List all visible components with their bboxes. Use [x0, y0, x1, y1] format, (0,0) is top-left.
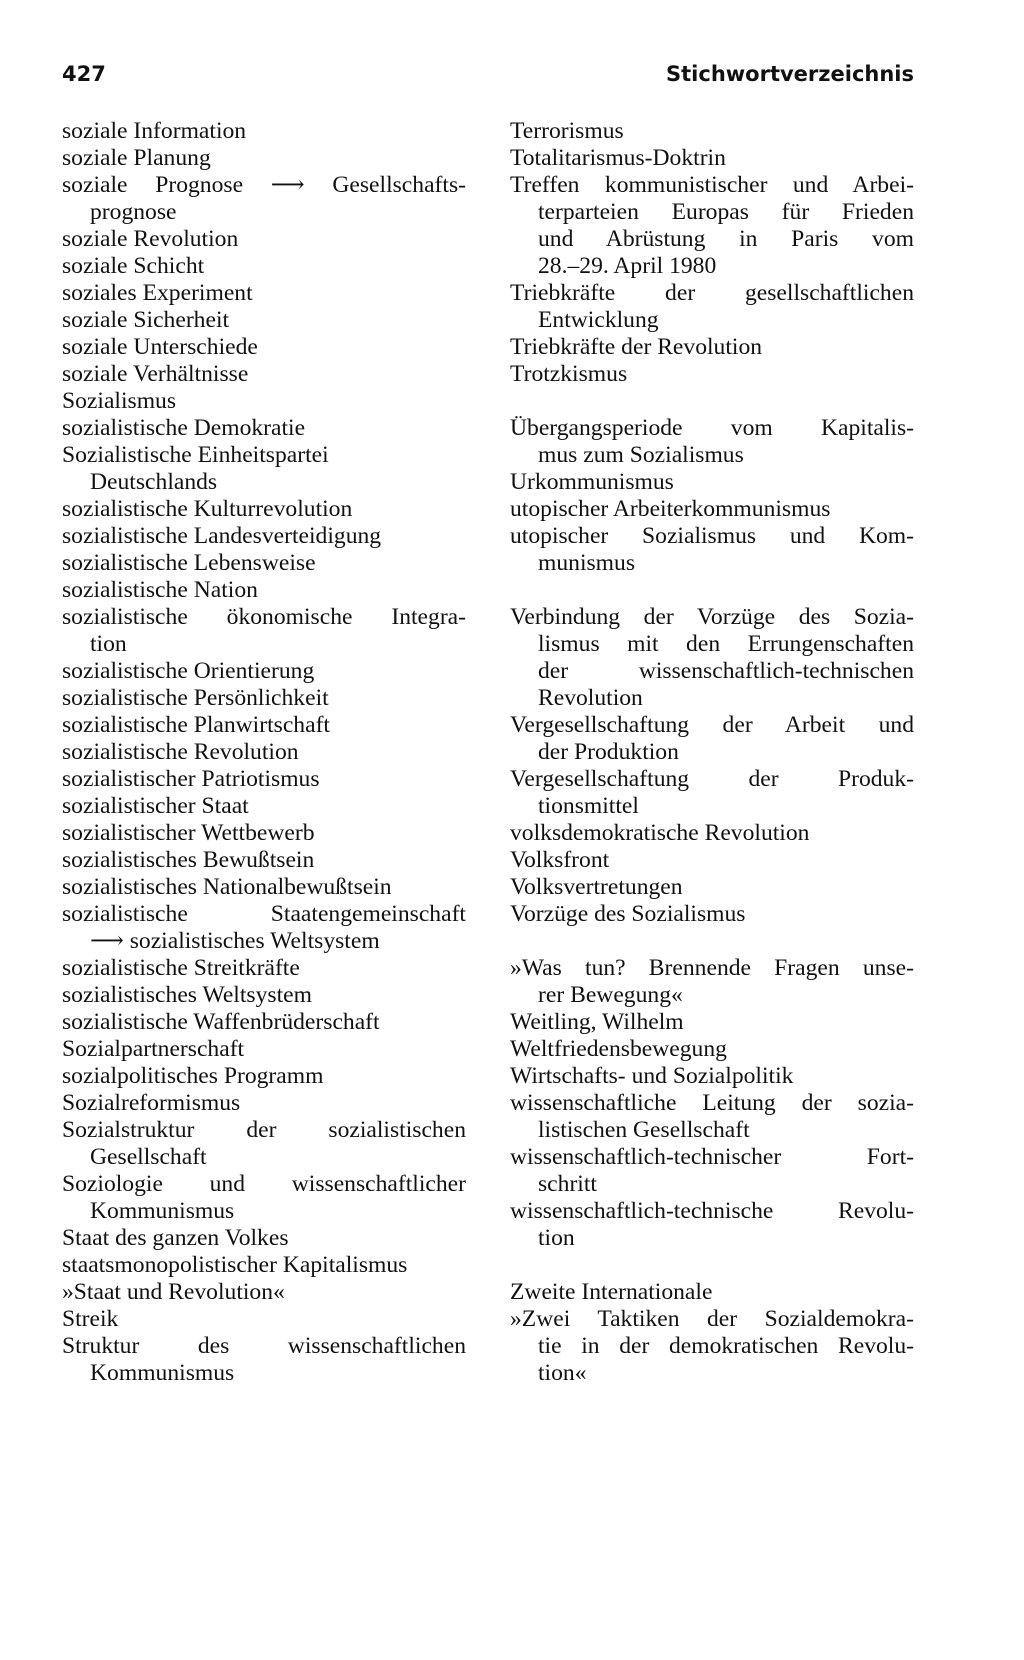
index-entry-text: sozialistischer Staat	[62, 793, 249, 819]
index-entry	[510, 604, 914, 712]
index-entry	[62, 388, 466, 415]
index-entry	[62, 1171, 466, 1225]
index-entry-continuation: mus zum Sozialismus	[538, 442, 744, 468]
index-entry-text: utopischer Sozialismus und Kom-	[510, 523, 914, 549]
index-entry-text: Trotzkismus	[510, 361, 628, 387]
index-entry	[510, 1144, 914, 1198]
index-entry	[62, 361, 466, 388]
index-entry	[510, 1279, 914, 1306]
index-entry-text: Verbindung der Vorzüge des Sozia-	[510, 604, 914, 630]
index-entry-continuation: der Produktion	[538, 739, 679, 765]
index-entry-text: utopischer Arbeiterkommunismus	[510, 496, 831, 522]
index-entry-text: soziale Revolution	[62, 226, 239, 252]
index-entry-text: soziale Planung	[62, 145, 211, 171]
index-entry-text: soziale Sicherheit	[62, 307, 230, 333]
index-entry-text: Soziologie und wissenschaftlicher	[62, 1171, 466, 1197]
index-entry	[510, 712, 914, 766]
letter-group-gap	[510, 577, 914, 604]
index-entry-continuation: 28.–29. April 1980	[538, 253, 717, 279]
index-entry-text: sozialistische Persönlichkeit	[62, 685, 329, 711]
index-entry	[62, 172, 466, 226]
index-entry	[62, 577, 466, 604]
index-entry-text: Sozialistische Einheitspartei	[62, 442, 329, 468]
page-header	[62, 62, 914, 98]
index-entry	[62, 307, 466, 334]
index-entry-continuation: rer Bewegung«	[538, 982, 683, 1008]
index-entry	[62, 1225, 466, 1252]
index-entry-text: Sozialpartnerschaft	[62, 1036, 245, 1062]
index-entry-text: Urkommunismus	[510, 469, 674, 495]
index-entry-text: sozialistisches Weltsystem	[62, 982, 312, 1008]
index-entry-continuation: lismus mit den Errungenschaften	[538, 631, 914, 657]
index-entry-text: sozialpolitisches Programm	[62, 1063, 324, 1089]
index-entry	[62, 496, 466, 523]
index-entry-continuation: Gesellschaft	[90, 1144, 207, 1170]
index-entry-continuation: schritt	[538, 1171, 597, 1197]
index-entry	[62, 739, 466, 766]
index-entry	[62, 280, 466, 307]
index-entry	[510, 280, 914, 334]
index-entry-continuation: Entwicklung	[538, 307, 659, 333]
index-entry-continuation: Kommunismus	[90, 1198, 235, 1224]
index-entry-text: sozialistische Orientierung	[62, 658, 315, 684]
letter-group-gap	[510, 928, 914, 955]
index-entry	[62, 253, 466, 280]
index-entry-text: sozialistischer Wettbewerb	[62, 820, 315, 846]
index-entry	[62, 145, 466, 172]
index-entry	[510, 118, 914, 145]
index-entry	[62, 523, 466, 550]
index-entry	[510, 361, 914, 388]
index-entry-text: Sozialreformismus	[62, 1090, 241, 1116]
index-entry	[62, 334, 466, 361]
index-entry	[62, 901, 466, 955]
index-entry-text: sozialistisches Nationalbewußtsein	[62, 874, 392, 900]
index-entry-text: Übergangsperiode vom Kapitalis-	[510, 415, 914, 441]
index-entry	[62, 820, 466, 847]
index-entry	[62, 1279, 466, 1306]
index-entry-text: staatsmonopolistischer Kapitalismus	[62, 1252, 408, 1278]
index-column-left	[62, 118, 466, 1387]
index-entry-text: sozialistische Staatengemeinschaft	[62, 901, 466, 927]
index-entry-continuation: Revolution	[538, 685, 643, 711]
index-entry-text: »Zwei Taktiken der Sozialdemokra-	[510, 1306, 914, 1332]
index-entry	[510, 523, 914, 577]
index-entry-text: sozialistische Streitkräfte	[62, 955, 300, 981]
index-entry-text: Vergesellschaftung der Produk-	[510, 766, 914, 792]
index-entry	[510, 1063, 914, 1090]
index-entry	[62, 712, 466, 739]
index-entry-text: Terrorismus	[510, 118, 624, 144]
index-entry-continuation: listischen Gesellschaft	[538, 1117, 750, 1143]
index-entry-text: sozialistische Demokratie	[62, 415, 306, 441]
index-entry-text: soziale Schicht	[62, 253, 205, 279]
index-entry-text: sozialistische Nation	[62, 577, 258, 603]
index-entry	[62, 1009, 466, 1036]
index-entry	[62, 442, 466, 496]
index-entry-continuation: tionsmittel	[538, 793, 639, 819]
index-entry	[510, 415, 914, 469]
index-entry-text: wissenschaftlich-technische Revolu-	[510, 1198, 914, 1224]
index-column-right	[510, 118, 914, 1387]
index-entry	[510, 145, 914, 172]
index-entry-continuation: tie in der demokratischen Revolu-	[538, 1333, 914, 1359]
index-entry-continuation: tion	[90, 631, 127, 657]
index-entry-text: sozialistischer Patriotismus	[62, 766, 320, 792]
index-entry	[510, 172, 914, 280]
index-entry-text: Volksvertretungen	[510, 874, 683, 900]
index-entry-text: sozialistische Waffenbrüderschaft	[62, 1009, 380, 1035]
index-entry-continuation: der wissenschaftlich-technischen	[538, 658, 914, 684]
index-entry-continuation: Deutschlands	[90, 469, 218, 495]
index-entry	[510, 955, 914, 1009]
index-entry-text: sozialistische Lebensweise	[62, 550, 316, 576]
index-entry	[62, 766, 466, 793]
index-entry	[62, 550, 466, 577]
index-entry	[62, 1090, 466, 1117]
index-entry	[510, 1036, 914, 1063]
running-head-title: Stichwortverzeichnis	[666, 62, 914, 86]
index-entry-text: sozialistisches Bewußtsein	[62, 847, 315, 873]
index-entry-text: sozialistische Revolution	[62, 739, 299, 765]
index-entry-text: Treffen kommunistischer und Arbei-	[510, 172, 914, 198]
index-entry-text: sozialistische Planwirtschaft	[62, 712, 330, 738]
index-entry	[62, 982, 466, 1009]
index-entry-continuation: tion	[538, 1225, 575, 1251]
index-entry-text: Triebkräfte der Revolution	[510, 334, 763, 360]
index-entry-text: Zweite Internationale	[510, 1279, 713, 1305]
index-entry	[62, 1333, 466, 1387]
letter-group-gap	[510, 388, 914, 415]
index-entry	[62, 874, 466, 901]
index-entry-text: »Was tun? Brennende Fragen unse-	[510, 955, 914, 981]
index-entry	[62, 1252, 466, 1279]
index-entry-text: Streik	[62, 1306, 119, 1332]
index-entry-continuation: munismus	[538, 550, 636, 576]
index-entry-text: wissenschaftlich-technischer Fort-	[510, 1144, 914, 1170]
index-entry	[510, 469, 914, 496]
index-entry-text: wissenschaftliche Leitung der sozia-	[510, 1090, 914, 1116]
index-entry	[62, 658, 466, 685]
index-entry-text: Struktur des wissenschaftlichen	[62, 1333, 466, 1359]
index-entry	[510, 1198, 914, 1252]
index-entry-continuation: tion«	[538, 1360, 587, 1386]
index-entry	[510, 766, 914, 820]
index-entry-text: Volksfront	[510, 847, 610, 873]
index-entry-text: soziale Verhältnisse	[62, 361, 249, 387]
index-entry-text: sozialistische Kulturrevolution	[62, 496, 353, 522]
index-entry-continuation: prognose	[90, 199, 177, 225]
index-entry	[62, 1063, 466, 1090]
index-entry	[62, 415, 466, 442]
index-entry-text: sozialistische Landesverteidigung	[62, 523, 382, 549]
index-entry	[62, 793, 466, 820]
index-entry	[510, 847, 914, 874]
index-entry	[510, 901, 914, 928]
index-entry	[510, 1306, 914, 1387]
index-entry-continuation: Kommunismus	[90, 1360, 235, 1386]
index-entry-text: Sozialstruktur der sozialistischen	[62, 1117, 466, 1143]
index-entry-text: Wirtschafts- und Sozialpolitik	[510, 1063, 794, 1089]
index-entry-text: Vergesellschaftung der Arbeit und	[510, 712, 914, 738]
index-entry	[62, 685, 466, 712]
index-entry	[510, 334, 914, 361]
index-entry	[510, 874, 914, 901]
index-entry	[510, 820, 914, 847]
index-entry	[62, 604, 466, 658]
index-entry	[62, 226, 466, 253]
index-entry-text: Triebkräfte der gesellschaftlichen	[510, 280, 914, 306]
page-number: 427	[62, 62, 106, 86]
index-entry-text: Weltfriedensbewegung	[510, 1036, 727, 1062]
index-entry-text: soziales Experiment	[62, 280, 253, 306]
index-entry	[510, 496, 914, 523]
index-entry	[62, 847, 466, 874]
index-entry-text: sozialistische ökonomische Integra-	[62, 604, 466, 630]
index-entry-continuation: und Abrüstung in Paris vom	[538, 226, 914, 252]
index-entry-text: Vorzüge des Sozialismus	[510, 901, 746, 927]
index-entry-text: Staat des ganzen Volkes	[62, 1225, 289, 1251]
index-entry	[62, 1306, 466, 1333]
index-entry-text: Totalitarismus-Doktrin	[510, 145, 726, 171]
index-entry	[62, 1117, 466, 1171]
index-entry-text: »Staat und Revolution«	[62, 1279, 285, 1305]
index-entry-text: soziale Information	[62, 118, 247, 144]
letter-group-gap	[510, 1252, 914, 1279]
index-entry	[510, 1009, 914, 1036]
index-entry	[510, 1090, 914, 1144]
index-entry-text: soziale Unterschiede	[62, 334, 258, 360]
index-entry-text: Weitling, Wilhelm	[510, 1009, 684, 1035]
index-entry	[62, 955, 466, 982]
index-entry-text: Sozialismus	[62, 388, 177, 414]
index-entry	[62, 118, 466, 145]
index-entry	[62, 1036, 466, 1063]
index-entry-text: volksdemokratische Revolution	[510, 820, 810, 846]
index-entry-continuation: terparteien Europas für Frieden	[538, 199, 914, 225]
index-entry-text: soziale Prognose ⟶ Gesellschafts-	[62, 172, 466, 198]
index-entry-continuation: ⟶ sozialistisches Weltsystem	[90, 928, 380, 954]
